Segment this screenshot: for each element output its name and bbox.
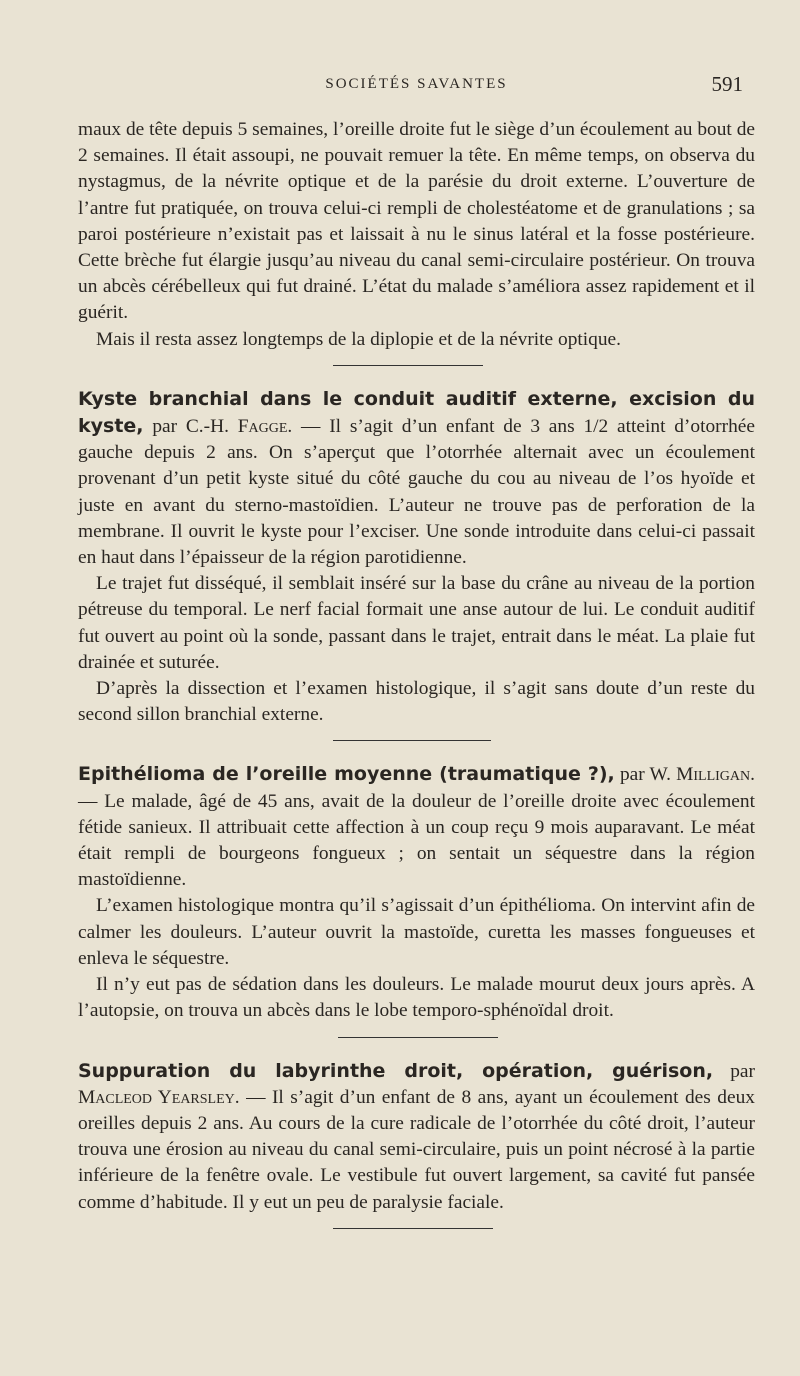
section1-paragraph-2: Le trajet fut disséqué, il semblait inséré sur la base du crâne au niveau de la portion pétreuse du temporal. Le nerf facial formait une anse autour de lui. Le conduit auditif fut ouvert au point où la sonde, passant dans le trajet, entrait dans le méat. La plaie fut drainée et suturée. (78, 573, 755, 673)
section3-text: . — Il s’agit d’un enfant de 8 ans, ayant un écoulement des deux oreilles depuis 2 ans. Au cours de la cure radicale de l’otorrhée du côté droit, l’auteur trouva une érosion au niveau du canal semi-circulaire, puis un point nécrosé à la partie inférieure de la fenêtre ovale. Le vestibule fut ouvert largement, sa cavité fut pansée comme d’habitude. Il y eut un peu de paralysie faciale. (78, 1086, 755, 1213)
intro-paragraph-2: Mais il resta assez longtemps de la diplopie et de la névrite optique. (96, 328, 622, 350)
section1-by: par C.-H. (143, 416, 238, 438)
section3-author: Macleod Yearsley (78, 1086, 235, 1108)
section2-text: . — Le malade, âgé de 45 ans, avait de la douleur de l’oreille droite avec écoulement fétide sanieux. Il attribuait cette affection à un coup reçu 9 mois auparavant. Le méat était rempli de bourgeons fongueux ; on sentait un séquestre dans la région mastoïdienne. (78, 764, 755, 891)
page-number: 591 (711, 72, 743, 96)
intro-paragraph: maux de tête depuis 5 semaines, l’oreille droite fut le siège d’un écoulement au bout de 2 semaines. Il était assoupi, ne pouvait remuer la tête. En même temps, on observa du nystagmus, de la névrite optique et de la parésie du droit externe. L’ouverture de l’antre fut pratiquée, on trouva celui-ci rempli de cholestéatome et de granulations ; sa paroi postérieure n’existait pas et laissait à nu le sinus latéral et la fosse postérieure. Cette brèche fut élargie jusqu’au niveau du canal semi-circulaire postérieur. On trouva un abcès cérébelleux qui fut drainé. L’état du malade s’améliora assez rapidement et il guérit. (78, 119, 755, 324)
section-divider (333, 740, 491, 741)
section1-title: Kyste branchial dans le conduit auditif externe, excision du kyste, (78, 387, 755, 438)
section-divider (333, 1228, 493, 1229)
running-title: SOCIÉTÉS SAVANTES (325, 76, 508, 92)
section2-paragraph-1 (78, 761, 755, 893)
section2-paragraph-3: Il n’y eut pas de sédation dans les douleurs. Le malade mourut deux jours après. A l’autopsie, on trouva un abcès dans le lobe temporo-sphénoïdal droit. (78, 974, 755, 1022)
section3-title: Suppuration du labyrinthe droit, opération, guérison, (78, 1059, 714, 1082)
section-divider (338, 1037, 498, 1038)
section2-by: par W. (614, 764, 677, 786)
section1-paragraph-3: D’après la dissection et l’examen histologique, il s’agit sans doute d’un reste du second sillon branchial externe. (78, 678, 755, 726)
section2-title: Epithélioma de l’oreille moyenne (traumatique ?), (78, 763, 615, 786)
section3-paragraph-1 (78, 1058, 755, 1216)
section1-author: Fagge (237, 416, 288, 438)
section3-by: par (713, 1060, 755, 1082)
section2-paragraph-2: L’examen histologique montra qu’il s’agissait d’un épithélioma. On intervint afin de calmer les douleurs. L’auteur ouvrit la mastoïde, curetta les masses fongueuses et enleva le séquestre. (78, 895, 755, 969)
page-header (78, 72, 755, 102)
article-body (78, 117, 755, 1249)
section1-paragraph-1 (78, 386, 755, 571)
section-divider (333, 365, 483, 366)
section2-author: Milligan (676, 764, 751, 786)
section1-text: . — Il s’agit d’un enfant de 3 ans 1/2 atteint d’otorrhée gauche depuis 2 ans. On s’aperçut que l’otorrhée alternait avec un écoulement provenant d’un petit kyste situé du côté gauche du cou au niveau de l’os hyoïde et juste en avant du sterno-mastoïdien. L’auteur ne trouve pas de perforation de la membrane. Il ouvrit le kyste pour l’exciser. Une sonde introduite dans celui-ci passait en haut dans l’épaisseur de la région parotidienne. (78, 416, 755, 569)
